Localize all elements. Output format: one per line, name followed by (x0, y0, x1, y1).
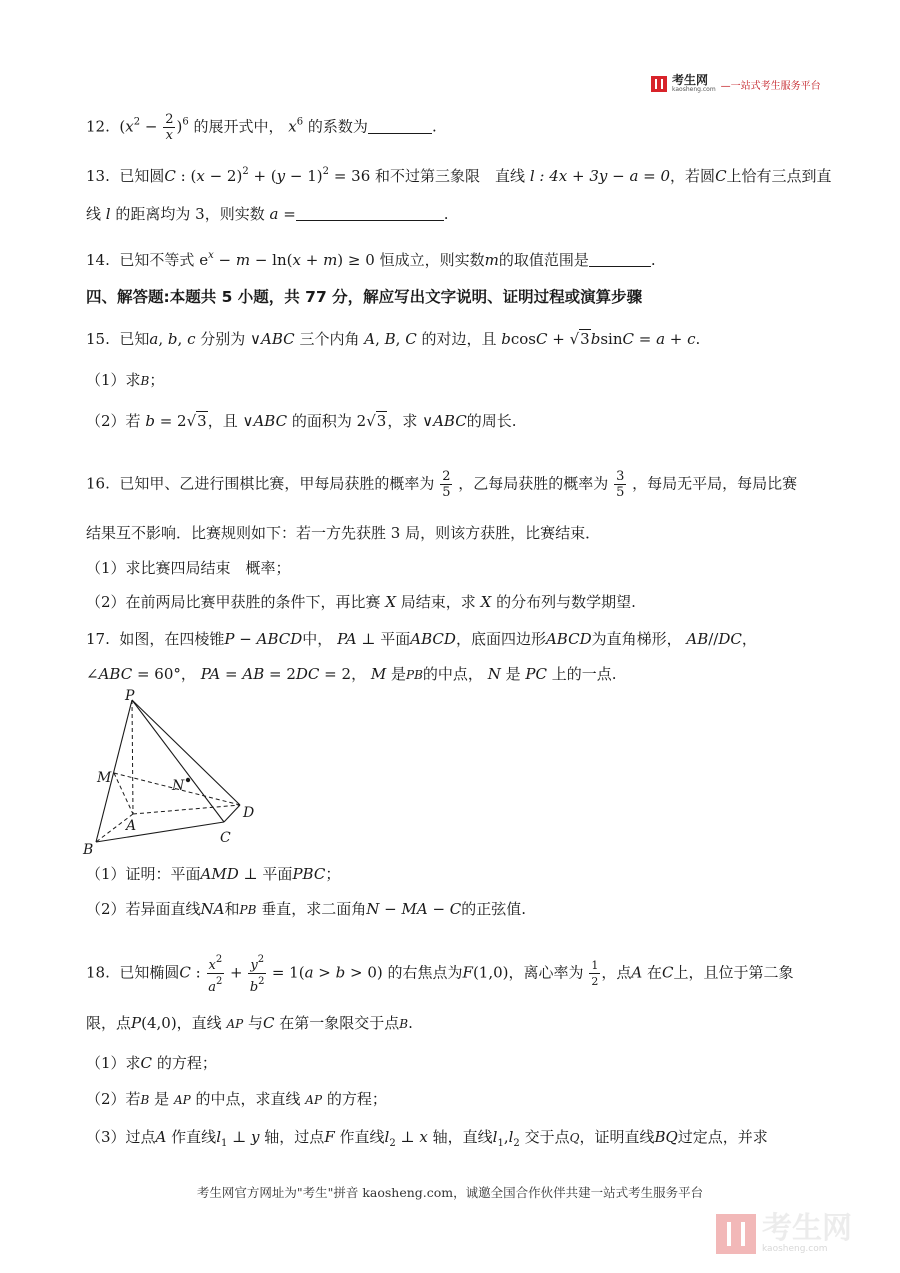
question-18-line-1: 18. 已知椭圆C : $\frac{x^2}{a^2}$ + $\frac{y^2}{b^2}$ = 1(a > b > 0) 的右焦点为F(1,0)，离心率为 $\frac{1}{2}$ ，点A 在C上，且位于第二象 (86, 954, 794, 995)
watermark-text: 考生网 (762, 1211, 852, 1246)
question-17-part-2: （2）若异面直线NA和PB 垂直，求二面角N − MA − C的正弦值. (86, 900, 527, 918)
question-16-line-1: 16. 已知甲、乙进行围棋比赛，甲每局获胜的概率为 $\frac{2}{5}$ ，乙每局获胜的概率为 $\frac{3}{5}$ ，每局无平局，每局比赛 (86, 469, 798, 500)
footer-text: 考生网官方网址为"考生"拼音 kaosheng.com，诚邀全国合作伙伴共建一站式考生服务平台 (196, 1185, 704, 1200)
header-slogan: —一站式考生服务平台 (720, 80, 821, 92)
question-15-part-2: （2）若 b = 2√3，且 ∨ABC 的面积为 2√3，求 ∨ABC的周长. (86, 412, 517, 430)
logo-domain: kaosheng.com (672, 86, 716, 93)
label-N: N (172, 778, 185, 794)
label-A: A (126, 818, 137, 834)
kaosheng-watermark-icon (716, 1214, 756, 1254)
watermark-domain: kaosheng.com (762, 1244, 828, 1254)
question-16-line-2: 结果互不影响．比赛规则如下：若一方先获胜 3 局，则该方获胜，比赛结束． (86, 524, 601, 542)
fraction-3-5: $\frac{3}{5}$ (616, 469, 625, 500)
edge-PC (132, 700, 224, 822)
label-C: C (220, 830, 231, 846)
question-17-line-2: ∠ABC = 60°， PA = AB = 2DC = 2， M 是PB的中点， N 是 PC 上的一点. (86, 665, 617, 683)
question-18-part-3: （3）过点A 作直线$l_1$ ⊥ y 轴，过点F 作直线$l_2$ ⊥ x 轴，直线$l_1,l_2$ 交于点Q，证明直线BQ过定点，并求 (86, 1128, 768, 1149)
fraction-2-over-x: $\frac{2}{x}$ (165, 112, 174, 143)
question-13-line-2: 线 l 的距离均为 3，则实数 a = . (86, 205, 449, 223)
edge-PD (132, 700, 240, 805)
question-16-part-2: （2）在前两局比赛甲获胜的条件下，再比赛 X 局结束，求 X 的分布列与数学期望. (86, 593, 636, 611)
watermark-logo (716, 1211, 852, 1254)
edge-AD (133, 805, 240, 814)
label-M: M (97, 770, 112, 786)
label-P: P (125, 688, 135, 704)
pyramid-figure (76, 686, 276, 862)
question-17-part-1: （1）证明：平面AMD ⊥ 平面PBC； (86, 865, 341, 883)
question-18-part-1: （1）求C 的方程； (86, 1054, 217, 1072)
section-4-heading: 四、解答题:本题共 5 小题，共 77 分，解应写出文字说明、证明过程或演算步骤 (86, 288, 643, 306)
question-13-line-1: 13. 已知圆C : $(x - 2)^2 + (y - 1)^2 = 36$ 和不过第三象限 直线 l : 4x + 3y − a = 0，若圆C上恰有三点到直 (86, 166, 832, 185)
answer-blank-13[interactable] (296, 206, 444, 221)
header-logo (651, 74, 821, 94)
question-15: 15. 已知a, b, c 分别为 ∨ABC 三个内角 A, B, C 的对边，且 bcosC + √3bsinC = a + c. (86, 330, 701, 348)
fraction-2-5: $\frac{2}{5}$ (442, 469, 451, 500)
edge-CD (224, 805, 240, 822)
question-17-line-1: 17. 如图，在四棱锥P − ABCD中， PA ⊥ 平面ABCD，底面四边形ABCD为直角梯形， AB//DC， (86, 630, 757, 648)
edge-PA (132, 700, 133, 814)
question-15-part-1: （1）求B； (86, 371, 165, 389)
logo-text: 考生网 (672, 73, 709, 87)
question-12: 12. ($x^2$ − $\frac{2}{x}$ )$^6$ 的展开式中， $x^6$ 的系数为 . (86, 112, 437, 143)
question-16-part-1: （1）求比赛四局结束 概率； (86, 559, 291, 577)
kaosheng-logo-icon (651, 76, 667, 92)
edge-BC (96, 822, 224, 842)
question-14: 14. 已知不等式 $e^x - m - \ln(x + m) \ge 0$ 恒成立，则实数m的取值范围是 . (86, 250, 656, 269)
label-D: D (243, 805, 255, 821)
question-18-part-2: （2）若B 是 AP 的中点，求直线 AP 的方程； (86, 1090, 387, 1108)
label-B: B (83, 842, 94, 858)
answer-blank-12[interactable] (368, 119, 432, 134)
point-N (186, 778, 190, 782)
answer-blank-14[interactable] (589, 252, 651, 267)
segment-MA (114, 773, 133, 814)
question-18-line-2: 限，点P(4,0)，直线 AP 与C 在第一象限交于点B. (86, 1014, 413, 1032)
